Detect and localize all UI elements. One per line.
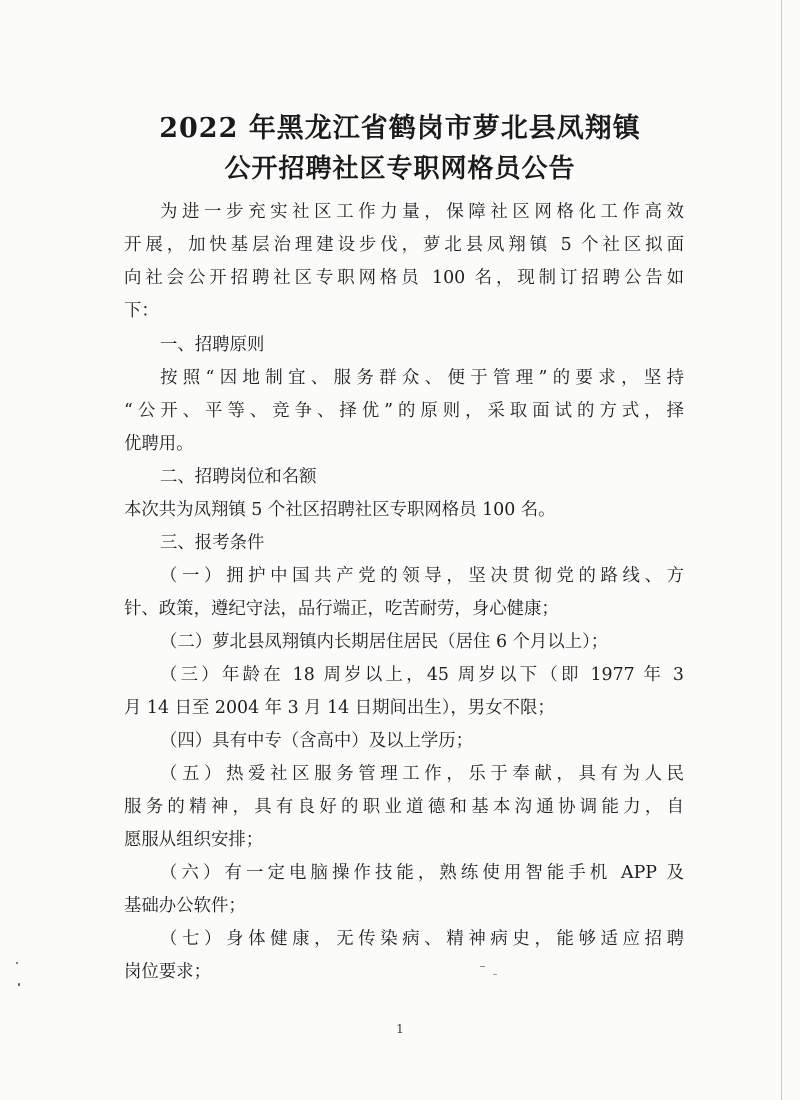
item-7-line-1: （七）身体健康，无传染病、精神病史，能够适应招聘 xyxy=(160,929,684,949)
item-1-line-2: 针、政策，遵纪守法，品行端正，吃苦耐劳，身心健康； xyxy=(124,599,559,619)
section-2-heading: 二、招聘岗位和名额 xyxy=(160,467,317,487)
page-number: 1 xyxy=(396,1022,404,1036)
item-5-line-2: 服务的精神，具有良好的职业道德和基本沟通协调能力，自 xyxy=(124,797,684,817)
intro-line-1: 为进一步充实社区工作力量，保障社区网格化工作高效 xyxy=(160,202,684,222)
item-5-line-1: （五）热爱社区服务管理工作，乐于奉献，具有为人民 xyxy=(160,764,684,784)
title-line-2: 公开招聘社区专职网格员公告 xyxy=(224,154,576,184)
item-4: （四）具有中专（含高中）及以上学历； xyxy=(160,731,474,751)
item-3-line-2: 月 14 日至 2004 年 3 月 14 日期间出生），男女不限； xyxy=(124,698,555,718)
intro-line-4: 下： xyxy=(124,301,159,321)
section-1-line-2: “公开、平等、竞争、择优”的原则，采取面试的方式，择 xyxy=(124,401,684,421)
scan-speck xyxy=(16,962,18,964)
item-5-line-3: 愿服从组织安排； xyxy=(124,830,264,850)
section-1-line-1: 按照“因地制宜、服务群众、便于管理”的要求，坚持 xyxy=(160,368,684,388)
intro-line-3: 向社会公开招聘社区专职网格员 100 名，现制订招聘公告如 xyxy=(124,268,684,288)
scan-speck xyxy=(18,983,20,986)
section-2-body: 本次共为凤翔镇 5 个社区招聘社区专职网格员 100 名。 xyxy=(124,500,556,520)
intro-line-2: 开展，加快基层治理建设步伐，萝北县凤翔镇 5 个社区拟面 xyxy=(124,235,684,255)
section-3-heading: 三、报考条件 xyxy=(160,533,265,553)
item-2: （二）萝北县凤翔镇内长期居住居民（居住 6 个月以上）； xyxy=(160,632,609,652)
scan-speck xyxy=(493,974,497,975)
scan-speck xyxy=(480,966,485,967)
section-1-line-3: 优聘用。 xyxy=(124,434,194,454)
title-line-1: 2022 年黑龙江省鹤岗市萝北县凤翔镇 xyxy=(159,113,641,144)
section-1-heading: 一、招聘原则 xyxy=(160,335,265,355)
item-6-line-2: 基础办公软件； xyxy=(124,896,246,916)
item-7-line-2: 岗位要求； xyxy=(124,962,211,982)
item-3-line-1: （三）年龄在 18 周岁以上，45 周岁以下（即 1977 年 3 xyxy=(160,665,684,685)
item-6-line-1: （六）有一定电脑操作技能，熟练使用智能手机 APP 及 xyxy=(160,863,684,883)
item-1-line-1: （一）拥护中国共产党的领导，坚决贯彻党的路线、方 xyxy=(160,566,684,586)
